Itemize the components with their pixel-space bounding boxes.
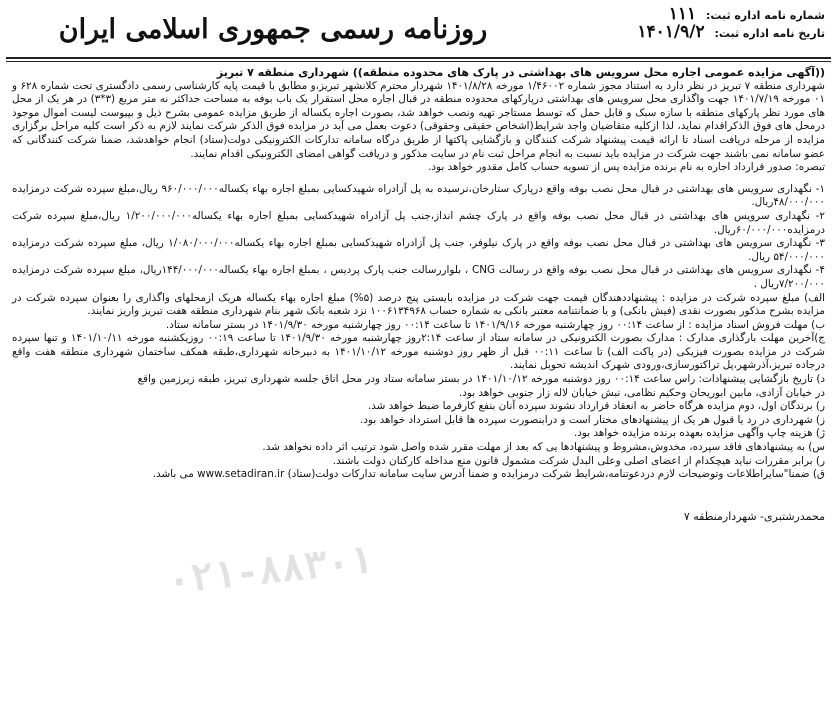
clause-item: الف) مبلغ سپرده شرکت در مزایده : پیشنهاددهندگان قیمت جهت شرکت در مزایده بایستی پنج درصد (۵%) مبلغ اجاره بهاء یکساله هریک ازمحلهای واگذاری را بعنوان سپرده شرکت در مزایده بشرح مذکور بصورت نقدی (فیش بانکی) و یا ضمانتنامه معتبر بانکی به شماره حساب ۱۰۰۶۱۳۴۹۶۸ نزد شعبه بانک شهر بنام شهرداری منطقه هفت تبریز واریز نمایند.: [12, 291, 825, 318]
clause-item: س) به پیشنهادهای فاقد سپرده، مخدوش،مشروط و پیشنهادها یی که بعد از مهلت مقرر شده واصل شود ترتیب اثر داده نخواهد شد.: [262, 441, 825, 454]
clause-item: در خیابان آزادی، مابین ابوریحان وحکیم نظامی، نبش خیابان لاله زار جنوبی خواهد بود.: [458, 386, 825, 399]
clause-item: ق) ضمنا"سایراطلاعات وتوضیحات لازم دردعوتنامه،شرایط شرکت درمزایده و ضمنا آدرس سایت سامانه تدارکات دولت(ستاد) www.setadiran.ir می باشد.: [152, 468, 825, 481]
reg-date-value: ۱۴۰۱/۹/۲: [637, 22, 705, 42]
clause-item: ز) شهرداری در رد یا قبول هر یک از پیشنهادهای مختار است و درابنصورت سپرده ها قابل استرداد خواهد بود.: [360, 413, 825, 426]
registration-block: [595, 6, 825, 42]
clause-item: ب) مهلت فروش اسناد مزایده : از ساعت ۰۰:۱۴ روز چهارشنبه مورخه ۱۴۰۱/۹/۱۶ تا ساعت ۰۰:۱۴ روز چهارشنبه مورخه ۱۴۰۱/۹/۳۰ در بستر سامانه ستاد.: [165, 318, 825, 331]
signature: محمدرشتبری- شهردارمنطقه ۷: [683, 509, 825, 523]
reg-date-label: تاریخ نامه اداره ثبت:: [714, 27, 825, 40]
header-rule: [6, 57, 831, 59]
reg-number-value: ۱۱۱: [668, 4, 697, 24]
lot-item: ۱- نگهداری سرویس های بهداشتی در قبال محل نصب بوفه واقع درپارک ستارخان،نرسیده به پل آزادراه شهیدکسایی بمبلغ اجاره بهاء یکساله۹۶۰/۰۰۰/۰۰۰ ریال،مبلغ سپرده شرکت درمزایده ۴۸/۰۰۰/۰۰۰ریال.: [12, 182, 826, 209]
clause-item: ر) برندگان اول، دوم مزایده هرگاه حاضر به انعقاد قرارداد نشوند سپرده آنان بنفع کارفرما ضبط خواهد شد.: [367, 400, 825, 413]
reg-number-line: [595, 6, 825, 24]
masthead: [8, 6, 829, 56]
clause-item: ژ) هزینه چاپ وآگهی مزایده بعهده برنده مزایده خواهد بود.: [573, 427, 825, 440]
journal-title: روزنامه رسمی جمهوری اسلامی ایران: [58, 14, 488, 45]
reg-number-label: شماره نامه اداره ثبت:: [705, 9, 825, 22]
clause-item: ج)آخرین مهلت بارگذاری مدارک : مدارک بصورت الکترونیکی در سامانه ستاد از ساعت ۲:۱۴روز چهارشنبه مورخه ۱۴۰۱/۹/۳۰ تا ساعت ۰۰:۱۹ روزیکشنبه مورخه ۱۴۰۱/۱۰/۱۱ و تنها سپرده شرکت در مزایده بصورت فیزیکی (در پاکت الف) تا ساعت ۰۰:۱۱ قبل از ظهر روز دوشنبه مورخه ۱۴۰۱/۱۰/۱۲ به دبیرخانه شهرداری،طبقه همکف ساختمان شهرداری منطقه هفت واقع درجاده تبریز،آذرشهر،پل تراکتورسازی،ورودی شهرک اندیشه تحویل نمایند.: [12, 332, 825, 372]
notice-body: [12, 66, 825, 523]
watermark-stamp: ۰۲۱-۸۸۳۰۱: [165, 537, 375, 603]
lot-item: ۴- نگهداری سرویس های بهداشتی در قبال محل نصب بوفه واقع در رسالت CNG ، بلواررسالت جنب پارک پردیس ، بمبلغ اجاره بهاء یکساله۱۴۴/۰۰۰/۰۰۰ریال، مبلغ سپرده شرکت درمزایده ۷/۲۰۰/۰۰۰ریال .: [12, 264, 826, 290]
lot-item: ۲- نگهداری سرویس های بهداشتی در قبال محل نصب بوفه واقع در پارک چشم انداز،جنب پل آزادراه شهیدکسایی بمبلغ اجاره بهاء یکساله۱/۲۰۰/۰۰۰/۰۰۰ ریال،مبلغ سپرده شرکت درمزایده۶۰/۰۰۰/۰۰۰ریال.: [12, 209, 825, 236]
header-rule-thin: [6, 61, 831, 62]
notice-note: تبصره: صدور قرارداد اجاره به نام برنده مزایده پس از تسویه حساب کامل مقدور خواهد بود.: [428, 161, 825, 174]
lot-item: ۳- نگهداری سرویس های بهداشتی در قبال محل نصب بوفه واقع در پارک نیلوفر، جنب پل آزادراه شهیدکسایی بمبلغ اجاره بهاء یکساله۱/۰۸۰/۰۰۰/۰۰۰ ریال، مبلغ سپرده شرکت درمزایده ۵۴/۰۰۰/۰۰۰ ریال.: [12, 237, 825, 263]
spacer: [12, 175, 825, 183]
notice-intro: شهرداری منطقه ۷ تبریز در نظر دارد به استناد مجوز شماره ۱/۴۶۰۰۲ مورخه ۱۴۰۱/۸/۲۸ شهردار محترم کلانشهر تبریز،و مطابق با قیمت پایه کارشناسی رسمی دادگستری تحت شماره ۶۲۸ و ۰۱ مورخه ۱۴۰۱/۷/۱۹ جهت واگذاری محل سرویس های بهداشتی درپارکهای محدوده منطقه در قبال اجاره محل استقرار یک باب بوفه به مساحت حداکثر نه متر مربع (۳*۳) در هر یک از محل های مورد نظر پارکهای منطقه با سازه سبک و قابل حمل که توسط مستاجر تهیه ونصب خواهد شد، بصورت اجاره یکساله از طریق مزایده عمومی بشرح ذیل و بپیوست لیست اموال موجود درمحل های فوق الذکراقدام نماید، لذا ازکلیه متقاضیان واجد شرایط(اشخاص حقیقی وحقوقی) دعوت بعمل می آید در مزایده فوق الذکر شرکت نمایند لازم به ذکر است کلیه مراحل برگزاری مزایده از مرحله دریافت اسناد تا ارائه قیمت پیشنهاد شرکت کنندگان و بازگشایی پاکتها از طریق درگاه سامانه تدارکات الکترونیکی دولت(ستاد) انجام خواهدشد، ضمنا شرکت کنندگانی که عضو سامانه نمی باشند جهت شرکت در مزایده باید نسبت به انجام مراحل ثبت نام در سایت مذکور و دریافت گواهی امضای الکترونیکی اقدام نمایند.: [12, 79, 826, 160]
clause-item: ر) برابر مقررات نباید هیچکدام از اعضای اصلی وعلی البدل شرکت مشمول قانون منع مداخله کارکنان دولت باشند.: [332, 454, 825, 467]
notice-headline: ((آگهی مزایده عمومی اجاره محل سرویس های بهداشتی در پارک های محدوده منطقه)) شهرداری منطقه ۷ تبریز: [216, 66, 825, 79]
clause-item: د) تاریخ بازگشایی پیشنهادات: راس ساعت ۰۰:۱۴ روز دوشنبه مورخه ۱۴۰۱/۱۰/۱۲ در بستر سامانه ستاد ودر محل اتاق جلسه شهرداری تبریز، طبقه زیرزمین واقع: [137, 373, 825, 386]
reg-date-line: [595, 24, 825, 42]
